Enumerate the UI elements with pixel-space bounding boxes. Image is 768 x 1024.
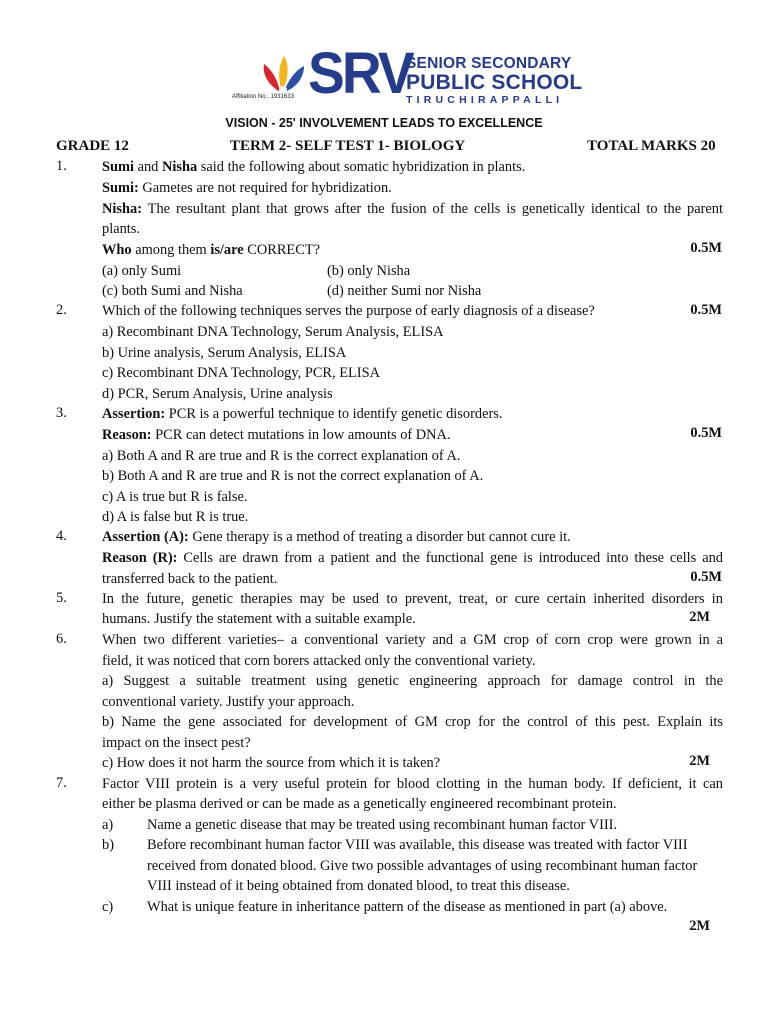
question-text-cont: either be plasma derived or can be made as a genetically engineered recombinant protein. bbox=[102, 796, 617, 812]
reason-cont: transferred back to the patient. bbox=[102, 571, 278, 587]
question-text: Sumi and Nisha said the following about somatic hybridization in plants. bbox=[102, 159, 526, 175]
part-c-label: c) bbox=[102, 899, 114, 915]
option-d: d) PCR, Serum Analysis, Urine analysis bbox=[102, 386, 333, 402]
option-a: a) Both A and R are true and R is the correct explanation of A. bbox=[102, 448, 461, 464]
part-b-cont2: VIII instead of it being obtained from donated blood, to treat this disease. bbox=[147, 878, 570, 894]
reason: Reason: PCR can detect mutations in low amounts of DNA. bbox=[102, 427, 451, 443]
question-text: In the future, genetic therapies may be used to prevent, treat, or cure certain inherited disorders in bbox=[102, 591, 723, 607]
part-a-label: a) bbox=[102, 817, 114, 833]
school-acronym: SRV bbox=[308, 41, 412, 106]
option-d: d) A is false but R is true. bbox=[102, 509, 249, 525]
total-marks: TOTAL MARKS 20 bbox=[587, 138, 716, 154]
question-marks: 0.5M bbox=[690, 425, 722, 441]
option-c: (c) both Sumi and Nisha bbox=[102, 283, 243, 299]
school-header bbox=[0, 0, 768, 135]
question-number: 7. bbox=[56, 775, 67, 791]
part-b: b) Name the gene associated for development of GM crop for the control of this pest. Explain its bbox=[102, 714, 723, 730]
part-c: What is unique feature in inheritance pattern of the disease as mentioned in part (a) above. bbox=[147, 899, 668, 915]
school-name bbox=[406, 55, 582, 106]
option-b: (b) only Nisha bbox=[327, 263, 411, 279]
school-name-line2: PUBLIC SCHOOL bbox=[406, 71, 583, 94]
statement-nisha: Nisha: The resultant plant that grows after the fusion of the cells is genetically identical to the parent bbox=[102, 201, 723, 217]
test-title: TERM 2- SELF TEST 1- BIOLOGY bbox=[230, 138, 466, 154]
question-number: 6. bbox=[56, 631, 67, 647]
statement-nisha-cont: plants. bbox=[102, 221, 140, 237]
question-text: Factor VIII protein is a very useful protein for blood clotting in the human body. If deficient, it can bbox=[102, 776, 723, 792]
option-a: a) Recombinant DNA Technology, Serum Analysis, ELISA bbox=[102, 324, 444, 340]
school-logo-icon bbox=[258, 52, 308, 96]
reason: Reason (R): Cells are drawn from a patient and the functional gene is introduced into these cells and bbox=[102, 550, 723, 566]
test-title-row bbox=[56, 138, 726, 158]
question-marks: 2M bbox=[689, 918, 710, 934]
question-number: 4. bbox=[56, 528, 67, 544]
option-b: b) Both A and R are true and R is not the correct explanation of A. bbox=[102, 468, 484, 484]
part-b: Before recombinant human factor VIII was available, this disease was treated with factor VIII bbox=[147, 837, 688, 853]
question-number: 5. bbox=[56, 590, 67, 606]
question-marks: 2M bbox=[689, 753, 710, 769]
question-marks: 0.5M bbox=[690, 569, 722, 585]
part-c: c) How does it not harm the source from which it is taken? bbox=[102, 755, 441, 771]
part-a: a) Suggest a suitable treatment using genetic engineering approach for damage control in the bbox=[102, 673, 723, 689]
school-name-line1: SENIOR SECONDARY bbox=[406, 55, 572, 72]
question-number: 1. bbox=[56, 158, 67, 174]
part-a: Name a genetic disease that may be treated using recombinant human factor VIII. bbox=[147, 817, 618, 833]
statement-sumi: Sumi: Gametes are not required for hybridization. bbox=[102, 180, 392, 196]
option-d: (d) neither Sumi nor Nisha bbox=[327, 283, 482, 299]
part-b-cont1: received from donated blood. Give two possible advantages of using recombinant human factor bbox=[147, 858, 698, 874]
question-number: 3. bbox=[56, 405, 67, 421]
part-b-label: b) bbox=[102, 837, 114, 853]
option-c: c) A is true but R is false. bbox=[102, 489, 248, 505]
question-marks: 0.5M bbox=[690, 302, 722, 318]
question-prompt: Who among them is/are CORRECT? bbox=[102, 242, 320, 258]
question-text: When two different varieties– a conventional variety and a GM crop of corn crop were grown in a bbox=[102, 632, 723, 648]
question-number: 2. bbox=[56, 302, 67, 318]
question-text: Which of the following techniques serves the purpose of early diagnosis of a disease? bbox=[102, 303, 595, 319]
assertion: Assertion: PCR is a powerful technique to identify genetic disorders. bbox=[102, 406, 503, 422]
school-location: TIRUCHIRAPPALLI bbox=[406, 94, 564, 106]
question-marks: 0.5M bbox=[690, 240, 722, 256]
question-text-cont: humans. Justify the statement with a suitable example. bbox=[102, 611, 416, 627]
grade-label: GRADE 12 bbox=[56, 138, 129, 154]
question-text-cont: field, it was noticed that corn borers attacked only the conventional variety. bbox=[102, 653, 536, 669]
option-a: (a) only Sumi bbox=[102, 263, 182, 279]
option-c: c) Recombinant DNA Technology, PCR, ELISA bbox=[102, 365, 380, 381]
vision-statement: VISION - 25' INVOLVEMENT LEADS TO EXCELLENCE bbox=[225, 116, 543, 130]
part-b-cont: impact on the insect pest? bbox=[102, 735, 251, 751]
affiliation-number: Affiliation No.: 1931633 bbox=[232, 94, 294, 100]
question-marks: 2M bbox=[689, 609, 710, 625]
assertion: Assertion (A): Gene therapy is a method of treating a disorder but cannot cure it. bbox=[102, 529, 571, 545]
option-b: b) Urine analysis, Serum Analysis, ELISA bbox=[102, 345, 347, 361]
part-a-cont: conventional variety. Justify your approach. bbox=[102, 694, 355, 710]
